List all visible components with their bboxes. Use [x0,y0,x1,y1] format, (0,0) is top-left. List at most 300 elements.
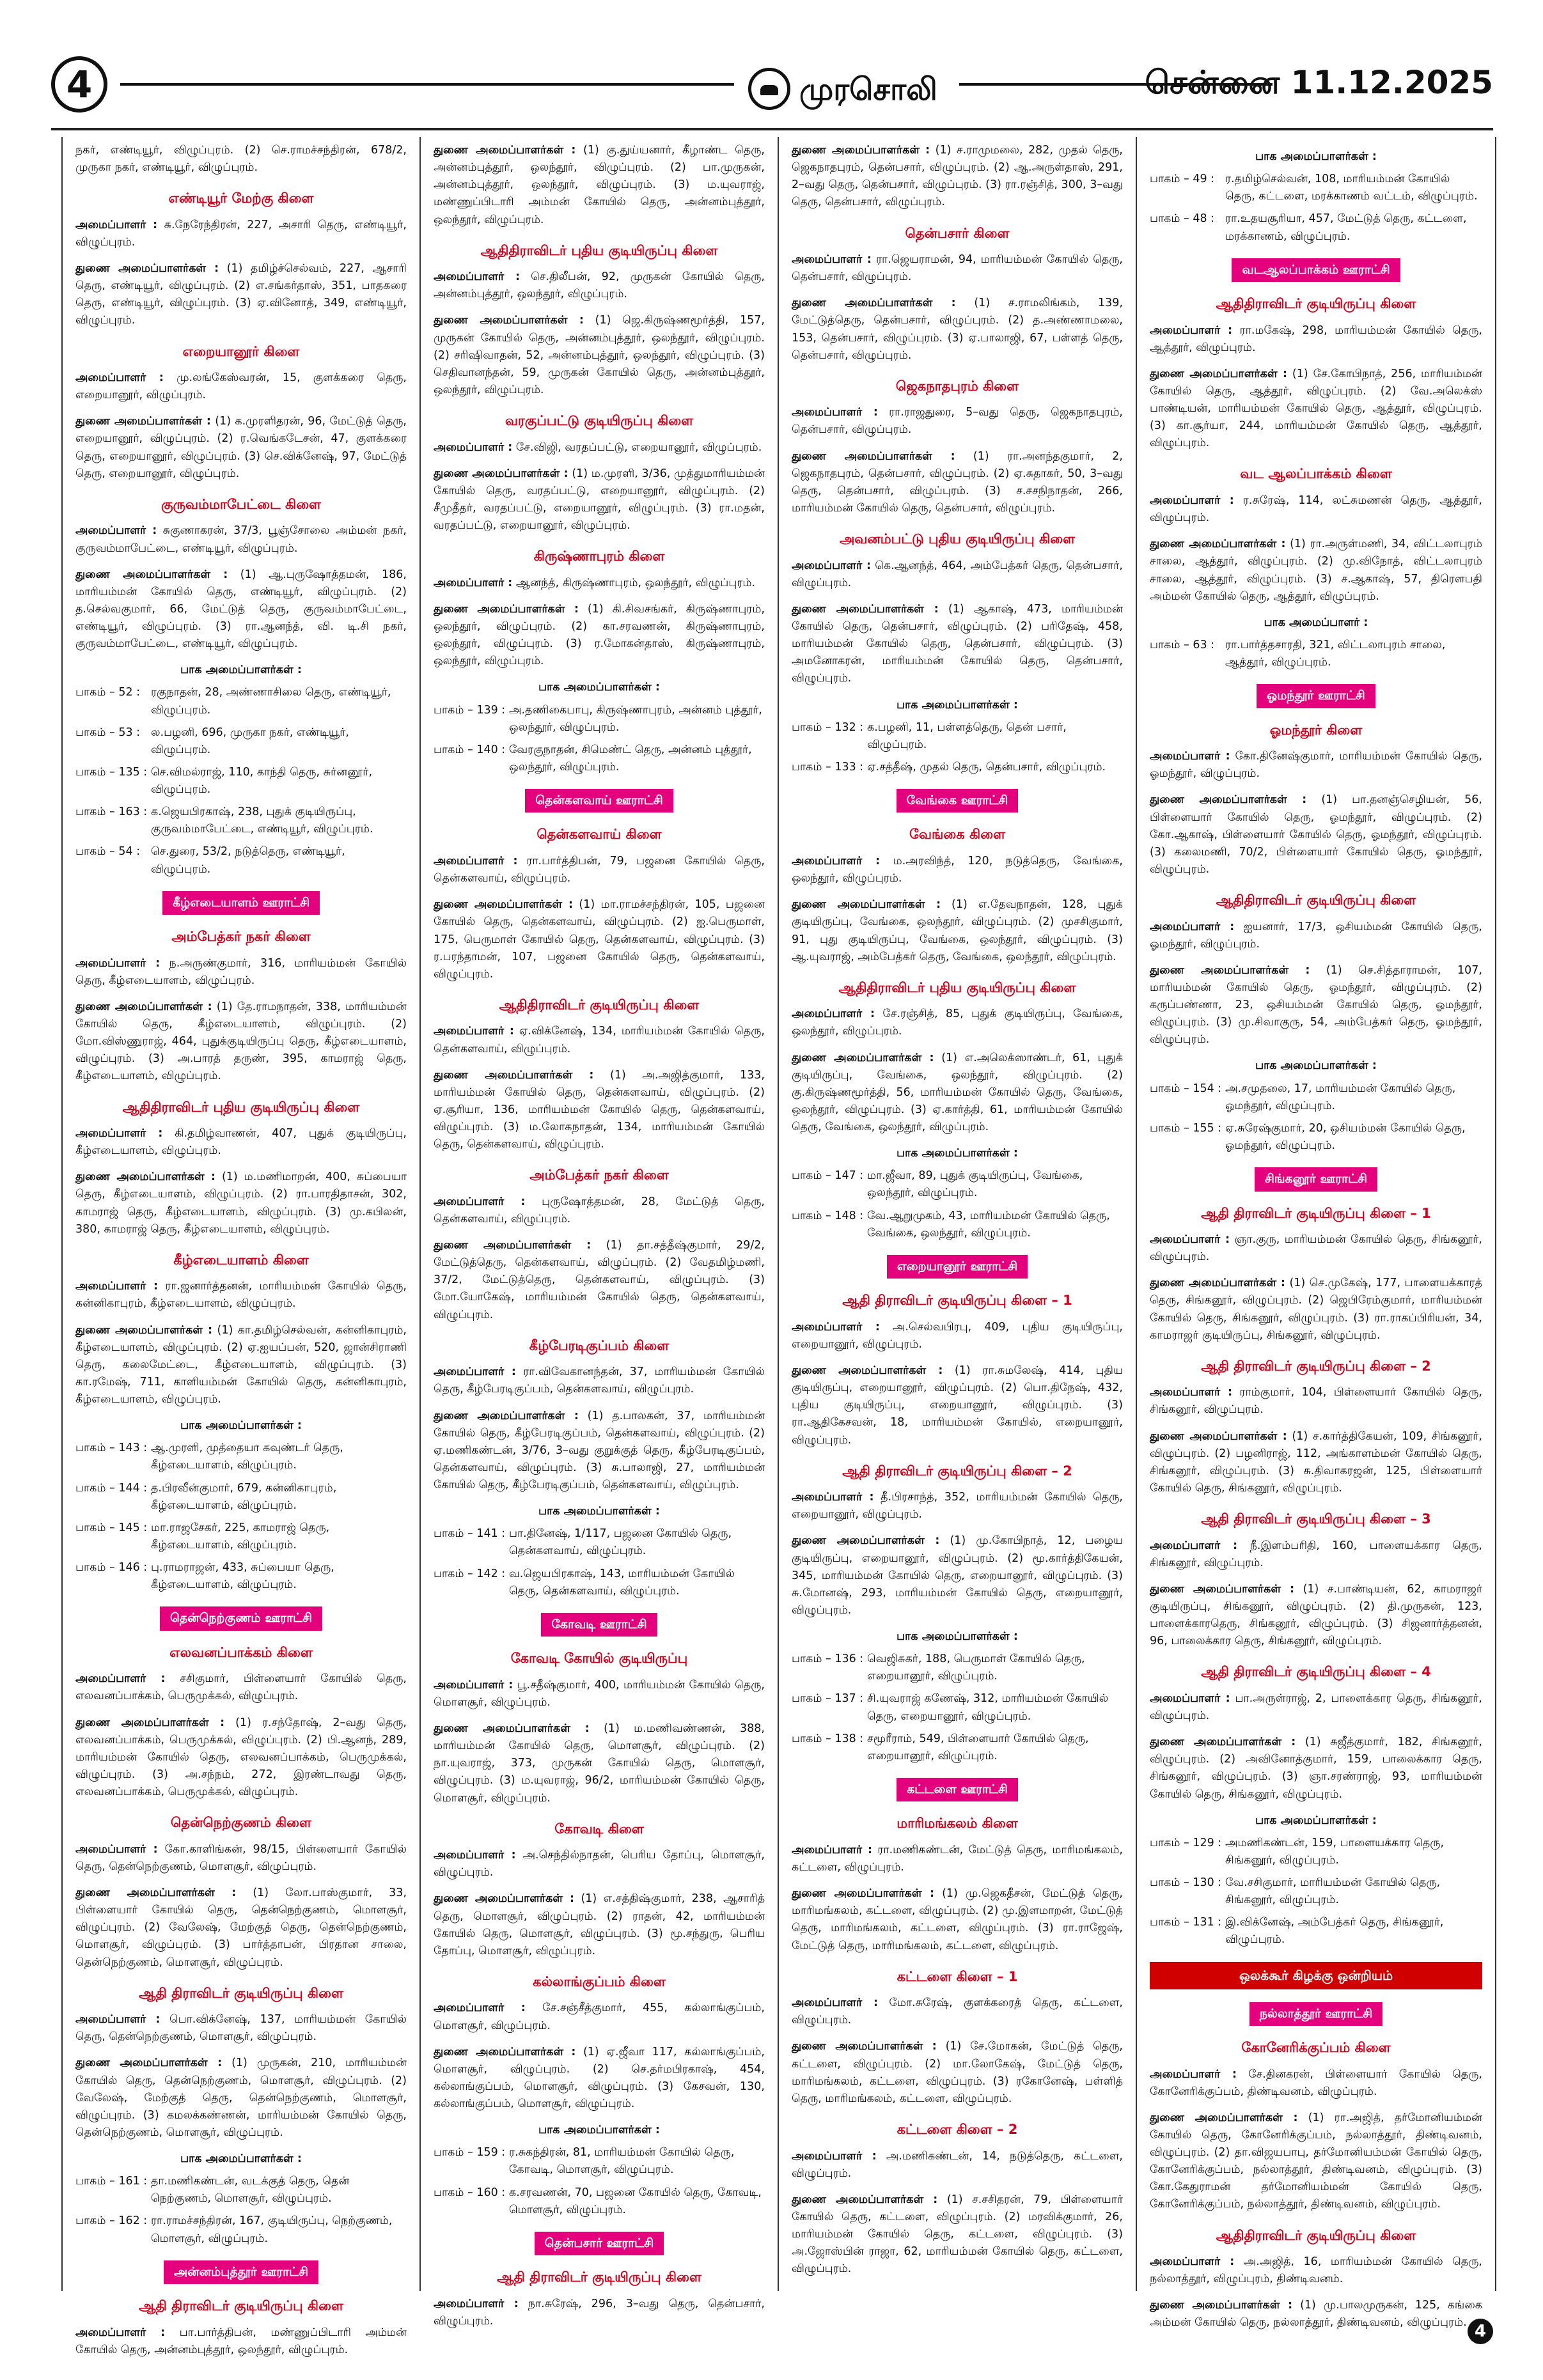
booth-number: பாகம் – 141 : [434,1527,506,1541]
branch-heading [1150,1203,1482,1224]
panchayat-heading-text: வேங்கை ஊராட்சி [897,789,1019,813]
booth-entry [75,764,407,798]
booth-organizer: அ.சமுதலை, 17, மாரியம்மன் கோயில் தெரு, ஓமந்தூர், விழுப்புரம். [1225,1082,1456,1112]
booth-organizer: ரா.பார்த்தசாரதி, 321, விட்டலாபுரம் சாலை, ஆத்தூர், விழுப்புரம். [1225,638,1446,669]
booth-number: பாகம் – 145 : [75,1521,148,1534]
branch-heading-text: கிருஷ்ணாபுரம் கிளை [533,548,665,564]
branch-heading [792,529,1123,550]
organizer-details: (1) ச.சசிதரன், 79, பிள்ளையார் கோயில் தெரு, கட்டளை, விழுப்புரம். (2) மரவிக்குமார், 26, மாரியம்மன் கோயில் தெரு, கட்டளை, விழுப்புரம். (3) அ.ஜோஸ்பின் ராஜா, 62, மாரியம்மன் கோயில் தெரு, கட்டளை, விழுப்புரம். [792,2193,1123,2276]
page-number-badge: 4 [51,56,107,113]
role-label: துணை அமைப்பாளர்கள் : [1150,2111,1298,2124]
organizer-details: (1) பா.தனஞ்செழியன், 56, பிள்ளையார் கோயில் தெரு, ஓமந்தூர், விழுப்புரம். (2) கோ.ஆகாஷ், பிள்ளையார் கோயில் தெரு, ஓமந்தூர், விழுப்புரம். (3) கலைமணி, 70/2, பிள்ளையார் கோயில் தெரு, ஓமந்தூர், விழுப்புரம். [1150,793,1482,876]
role-label: துணை அமைப்பாளர்கள் : [434,2045,576,2058]
booth-organizer: ர.தமிழ்செல்வன், 108, மாரியம்மன் கோயில் தெரு, கட்டளை, மரக்காணம் வட்டம், விழுப்புரம். [1225,173,1478,203]
organizer-details: (1) செ.முகேஷ், 177, பாளையக்காரத் தெரு, சிங்கனூர், விழுப்புரம். (2) ஜெபிரேம்குமார், மாரியம்மன் கோயில் தெரு, சிங்கனூர், விழுப்புரம். (3) ரா.ராகப்பிரியன், 34, காமராஜர் குடியிருப்பு, சிங்கனூர், விழுப்புரம். [1150,1277,1482,1342]
role-label: துணை அமைப்பாளர்கள் : [75,1171,216,1184]
organizer-details: ரா.ஜெயராமன், 94, மாரியம்மன் கோயில் தெரு, தென்பசார், விழுப்புரம். [792,253,1123,284]
panchayat-heading [1150,258,1482,282]
organizer-details: (1) தமிழ்ச்செல்வம், 227, ஆசாரி தெரு, எண்டியூர், விழுப்புரம். (2) எ.சங்கர்தாஸ், 351, பாதகரை தெரு, எண்டியூர், விழுப்புரம். (3) ஏ.வினோத், 349, எண்டியூர், விழுப்புரம். [75,262,407,327]
organizer-entry [75,2055,407,2142]
newspaper-logo-icon [748,68,790,110]
booth-number: பாகம் – 159 : [434,2146,506,2159]
role-label: துணை அமைப்பாளர்கள் : [792,898,941,912]
booth-organizers-heading: பாக அமைப்பாளர்கள் : [538,681,660,694]
branch-heading [75,1812,407,1833]
organizer-entry [1150,2253,1482,2288]
branch-heading [1150,1509,1482,1530]
role-label: அமைப்பாளர் : [434,576,513,589]
organizer-entry [1150,1690,1482,1725]
role-label: துணை அமைப்பாளர்கள் : [75,415,211,428]
panchayat-heading-text: தென்பசார் ஊராட்சி [535,2232,664,2255]
role-label: அமைப்பாளர் : [434,1025,514,1038]
booth-number: பாகம் – 53 : [75,726,141,739]
role-label: அமைப்பாளர் : [434,2297,519,2310]
role-label: அமைப்பாளர் : [75,1127,163,1140]
booth-entry [1150,1835,1482,1869]
branch-heading [434,1335,765,1357]
role-label: துணை அமைப்பாளர்கள் : [1150,793,1307,807]
branch-heading-text: அவனம்பட்டு புதிய குடியிருப்பு கிளை [839,531,1076,547]
organizer-entry [75,1715,407,1801]
organizer-entry [1150,322,1482,357]
organizer-details: சே.ரஞ்சித், 85, புதுக் குடியிருப்பு, வேங்கை, ஒலந்தூர், விழுப்புரம். [792,1007,1123,1038]
brand [748,64,953,115]
organizer-entry [434,2044,765,2113]
branch-heading-text: ஓமந்தூர் கிளை [1269,722,1363,738]
role-label: துணை அமைப்பாளர்கள் : [792,1534,940,1548]
organizer-details: மு.லங்கேஸ்வரன், 15, குளக்கரை தெரு, எறையானூர், விழுப்புரம். [75,371,407,402]
role-label: துணை அமைப்பாளர்கள் : [792,2193,938,2206]
branch-heading-text: ஆதிதிராவிடர் குடியிருப்பு கிளை [1216,892,1416,908]
organizer-details: மோ.சுரேஷ், குளக்கரைத் தெரு, கட்டளை, விழுப்புரம். [792,1996,1123,2027]
organizer-entry [792,1995,1123,2029]
branch-heading [792,223,1123,244]
role-label: துணை அமைப்பாளர்கள் : [1150,1429,1287,1443]
branch-heading-text: ஆதி திராவிடர் குடியிருப்பு கிளை [139,2298,343,2314]
branch-heading [792,1813,1123,1834]
panchayat-heading-text: கோவடி ஊராட்சி [541,1613,657,1637]
brand-name: முரசொலி [799,72,937,107]
branch-heading-text: ஆதி திராவிடர் குடியிருப்பு கிளை – 2 [842,1463,1072,1479]
organizer-entry [1150,919,1482,953]
panchayat-heading-text: சிங்கனூர் ஊராட்சி [1255,1167,1377,1191]
role-label: துணை அமைப்பாளர்கள் : [434,1239,591,1252]
booth-organizer: பா.தினேஷ், 1/117, பஜனை கோயில் தெரு, தென்களவாய், விழுப்புரம். [509,1527,732,1558]
organizer-details: ரா.மகேஷ், 298, மாரியம்மன் கோயில் தெரு, ஆத்தூர், விழுப்புரம். [1150,323,1482,354]
branch-heading [434,1972,765,1993]
role-label: துணை அமைப்பாளர்கள் : [1150,2299,1293,2312]
booth-entry [75,843,407,878]
booth-number: பாகம் – 54 : [75,845,141,859]
organizer-details: ஐயனார், 17/3, ஒசியம்மன் கோயில் தெரு, ஓமந்தூர், விழுப்புரம். [1150,920,1482,951]
branch-heading-text: ஆதிதிராவிடர் குடியிருப்பு கிளை [499,997,700,1013]
organizer-entry [792,1842,1123,1876]
panchayat-heading [434,789,765,813]
organizer-entry [1150,2066,1482,2101]
booth-entry [792,1208,1123,1242]
booth-entry [1150,637,1482,671]
role-label: அமைப்பாளர் : [434,1678,513,1692]
panchayat-heading [792,789,1123,813]
organizer-details: (1) சே.மோகன், மேட்டுத் தெரு, கட்டளை, விழுப்புரம். (2) மா.லோகேஷ், மேட்டுத் தெரு, மாரிமங்கலம், கட்டளை, விழுப்புரம். (3) ரகோனேஷ், பள்ளித் தெரு, மாரிமங்கலம், கட்டளை, விழுப்புரம். [792,2040,1123,2105]
organizer-entry [792,1489,1123,1523]
booth-number: பாகம் – 154 : [1150,1082,1222,1095]
organizer-details: ரா.விவேகானந்தன், 37, மாரியம்மன் கோயில் தெரு, கீழ்பேரடிகுப்பம், தென்களவாய், விழுப்புரம். [434,1365,765,1396]
organizer-entry [792,295,1123,364]
organizer-details: (1) ச.கார்த்திகேயன், 109, சிங்கனூர், விழுப்புரம். (2) பழனிராஜ், 112, அங்காளம்மன் கோயில் தெரு, சிங்கனூர், விழுப்புரம். (3) சு.திவாகரஜன், 125, பிள்ளையார் கோயில் தெரு, சிங்கனூர், விழுப்புரம். [1150,1429,1482,1495]
booth-entry [75,2213,407,2247]
booth-organizer: ஏ.சத்தீஷ், முதல் தெரு, தென்பசார், விழுப்புரம். [867,760,1106,774]
organizer-details: (1) மு.பாலமுருகன், 125, கங்கை அம்மன் கோயில் தெரு, நல்லாத்தூர், திண்டிவனம், விழுப்புரம். [1150,2299,1482,2329]
role-label: துணை அமைப்பாளர்கள் : [1150,1736,1296,1749]
branch-heading-text: தென்களவாய் கிளை [537,827,662,843]
panchayat-heading [792,1778,1123,1801]
organizer-entry [434,1067,765,1154]
booth-number: பாகம் – 137 : [792,1692,864,1706]
booth-number: பாகம் – 160 : [434,2186,506,2199]
booth-entry [792,719,1123,754]
role-label: அமைப்பாளர் : [434,1849,516,1862]
booth-organizer: ரா.உதயசூரியா, 457, மேட்டுத் தெரு, கட்டளை, மரக்காணம், விழுப்புரம். [1225,212,1467,243]
booth-organizer: மா.ராஜசேகர், 225, காமராஜ் தெரு, கீழ்எடையாளம், விழுப்புரம். [151,1521,330,1552]
organizer-entry [434,465,765,535]
organizer-details: நா.சுரேஷ், 296, 3–வது தெரு, தென்பசார், விழுப்புரம். [434,2297,765,2328]
panchayat-heading-text: கீழ்எடையாளம் ஊராட்சி [162,891,320,915]
booth-entry [75,684,407,719]
booth-entry [1150,171,1482,205]
booth-number: பாகம் – 161 : [75,2175,148,2188]
organizer-details: அ.அஜித், 16, மாரியம்மன் கோயில் தெரு, நல்லாத்தூர், விழுப்புரம், திண்டிவனம். [1150,2255,1482,2286]
organizer-entry [792,853,1123,887]
booth-number: பாகம் – 147 : [792,1169,864,1183]
booth-entry [434,2144,765,2179]
role-label: அமைப்பாளர் : [1150,920,1235,933]
booth-entry [434,1566,765,1600]
organizer-entry [75,999,407,1085]
booth-organizer: க.ஜெயபிரகாஷ், 238, புதுக் குடியிருப்பு, குருவம்மாபேட்டை, எண்டியூர், விழுப்புரம். [151,805,373,836]
branch-heading [1150,720,1482,741]
organizer-entry [434,439,765,456]
booth-organizers-heading: பாக அமைப்பாளர்கள் : [538,2124,660,2137]
booth-organizer: க.சரவணன், 70, பஜனை கோயில் தெரு, கோவடி, மொளசூர், விழுப்புரம். [509,2186,762,2216]
booth-entry [792,1690,1123,1725]
branch-heading-text: கீழ்எடையாளம் கிளை [173,1252,309,1268]
panchayat-heading [75,1606,407,1630]
branch-heading-text: ஆதி திராவிடர் குடியிருப்பு கிளை [497,2269,701,2285]
role-label: துணை அமைப்பாளர்கள் : [434,1892,575,1906]
organizer-entry [434,1847,765,1881]
organizer-details: (1) மு.கோபிநாத், 12, பழைய குடியிருப்பு, எறையானூர், விழுப்புரம். (2) மூ.கார்த்திகேயன், 345, மாரியம்மன் கோயில் தெரு, எறையானூர், விழுப்புரம். (3) சு.மோனஷ், 293, மாரியம்மன் கோயில் தெரு, எறையானூர், விழுப்புரம். [792,1534,1123,1617]
organizer-entry [792,601,1123,688]
organizer-entry [1150,2297,1482,2331]
booth-organizers-heading: பாக அமைப்பாளர்கள் : [1255,1059,1377,1073]
booth-entry [792,759,1123,776]
branch-heading-text: எலவனப்பாக்கம் கிளை [169,1644,313,1660]
organizer-entry [434,575,765,592]
role-label: அமைப்பாளர் : [792,253,872,267]
booth-organizer: ரா.ராமச்சந்திரன், 167, குடியிருப்பு, நெற்குணம், மொளசூர், விழுப்புரம். [151,2214,393,2245]
organizer-details: (1) ச.ராமலிங்கம், 139, மேட்டுத்தெரு, தென்பசார், விழுப்புரம். (2) த.அண்ணாமலை, 153, தென்பசார், விழுப்புரம். (3) ஏ.பாலாஜி, 67, பள்ளத் தெரு, தென்பசார், விழுப்புரம். [792,297,1124,362]
branch-heading [1150,463,1482,485]
role-label: அமைப்பாளர் : [792,2149,877,2163]
organizer-entry [792,1006,1123,1040]
organizer-entry [1150,1428,1482,1498]
organizer-details: (1) கா.தமிழ்செல்வன், கன்னிகாபுரம், கீழ்எடையாளம், விழுப்புரம். (2) ஏ.ஐயப்பன், 520, ஜான்சிராணி தெரு, கலைமேட்டை, கீழ்எடையாளம், விழுப்புரம். (3) கா.ரமேஷ், 711, காளியம்மன் கோயில் தெரு, கன்னிகாபுரம், கீழ்எடையாளம், விழுப்புரம். [75,1323,407,1406]
organizer-details: (1) ரா.சுமலேஷ், 414, புதிய குடியிருப்பு, எறையானூர், விழுப்புரம். (2) பொ.திநேஷ், 432, புதிய குடியிருப்பு, எறையானூர், விழுப்புரம். (3) ரா.ஆதிகேசவன், 18, மாரியம்மன் கோயில், எறையானூர், விழுப்புரம். [792,1364,1123,1447]
organizer-entry [792,404,1123,439]
branch-heading-text: ஆதிதிராவிடர் புதிய குடியிருப்பு கிளை [122,1099,360,1115]
organizer-details: (1) எ.தேவநாதன், 128, புதுக் குடியிருப்பு, வேங்கை, ஒலந்தூர், விழுப்புரம். (2) முசசிகுமார், 91, புது குடியிருப்பு, வேங்கை, ஒலந்தூர், விழுப்புரம். (3) ஆ.யுவராஜ், அம்பேத்கர் தெரு, வேங்கை, ஒலந்தூர், விழுப்புரம். [792,898,1123,963]
organizer-details: (1) முருகன், 210, மாரியம்மன் கோயில் தெரு, தென்நெற்குணம், மொளசூர், விழுப்புரம். (2) வேலேஷ், மேற்குத் தெரு, தென்நெற்குணம், மொளசூர், விழுப்புரம். (3) கமலக்கண்ணன், மாரியம்மன் கோயில் தெரு, தென்நெற்குணம், மொளசூர், விழுப்புரம். [75,2057,407,2139]
organizer-entry [792,2191,1123,2278]
booth-organizer: சி.யுவராஜ் கணேஷ், 312, மாரியம்மன் கோயில் தெரு, எறையானூர், விழுப்புரம். [867,1692,1109,1723]
branch-heading-text: ஆதி திராவிடர் குடியிருப்பு கிளை – 2 [1201,1358,1431,1374]
role-label: அமைப்பாளர் : [1150,1386,1233,1399]
role-label: துணை அமைப்பாளர்கள் : [792,2040,937,2053]
organizer-details: (1) ரா.அருள்மணி, 34, விட்டலாபுரம் சாலை, ஆத்தூர், விழுப்புரம். (2) மு.விநோத், விட்டலாபுரம் சாலை, ஆத்தூர், விழுப்புரம். (3) ச.ஆகாஷ், 57, திரௌபதி அம்மன் கோயில் தெரு, ஆத்தூர், விழுப்புரம். [1150,538,1482,603]
branch-heading-text: கட்டளை கிளை – 2 [897,2121,1018,2137]
organizer-entry [75,1841,407,1876]
branch-heading-text: அம்பேத்கர் நகர் கிளை [529,1167,669,1183]
panchayat-heading-text: ஓமந்தூர் ஊராட்சி [1257,684,1375,708]
organizer-entry [434,1677,765,1711]
branch-heading-text: அம்பேத்கர் நகர் கிளை [171,929,311,945]
booth-organizer: செ.துரை, 53/2, நடுத்தெரு, எண்டியூர், விழுப்புரம். [151,845,345,876]
panchayat-heading [1150,2002,1482,2026]
role-label: அமைப்பாளர் : [792,1320,880,1334]
branch-heading-text: எறையானூர் கிளை [182,343,300,359]
masthead [51,51,1493,130]
branch-heading [75,1097,407,1118]
organizer-details: (1) தே.ராமநாதன், 338, மாரியம்மன் கோயில் தெரு, கீழ்எடையாளம், விழுப்புரம். (2) மோ.விஸ்ணுராஜ், 464, புதுக்குடியிருப்பு தெரு, கீழ்எடையாளம், விழுப்புரம். (3) அ.பாரத் தருண், 395, காமராஜ் தெரு, கீழ்எடையாளம், விழுப்புரம். [75,1000,407,1083]
organizer-entry [434,312,765,399]
organizer-entry [434,1364,765,1398]
panchayat-heading [75,891,407,915]
panchayat-heading [1150,1167,1482,1191]
organizer-entry [792,1885,1123,1955]
booth-number: பாகம் – 139 : [434,703,506,717]
booth-entry [75,804,407,838]
organizer-details: நீ.இளம்பரிதி, 160, பாளையக்கார தெரு, சிங்கனூர், விழுப்புரம். [1150,1539,1482,1569]
organizer-details: சே.தினகரன், பிள்ளையார் கோயில் தெரு, கோனேரிக்குப்பம், திண்டிவனம், விழுப்புரம். [1150,2067,1482,2098]
booth-organizer: ஏ.சுரேஷ்குமார், 20, ஒசியம்மன் கோயில் தெரு, ஓமந்தூர், விழுப்புரம். [1225,1121,1466,1152]
booth-entry [1150,1874,1482,1909]
organizer-details: (1) ஆ.புருஷோத்தமன், 186, மாரியம்மன் கோயில் தெரு, எண்டியூர், விழுப்புரம். (2) த.செல்வகுமார், 66, மேட்டுத் தெரு, குருவம்மாபேட்டை, எண்டியூர், விழுப்புரம். (3) ரா.ஆனந்த், வி. டி.சி நகர், குருவம்மாபேட்டை, எண்டியூர், விழுப்புரம். [75,568,407,651]
role-label: அமைப்பாளர் : [1150,494,1234,508]
organizer-entry [792,896,1123,966]
booth-number: பாகம் – 136 : [792,1653,864,1666]
booth-organizer: ர.சுகந்திரன், 81, மாரியம்மன் கோயில் தெரு, கோவடி, மொளசூர், விழுப்புரம். [509,2146,735,2177]
booth-organizer: ரகுநாதன், 28, அண்ணாசிலை தெரு, எண்டியூர், விழுப்புரம். [151,686,391,717]
organizer-details: பொ.விக்னேஷ், 137, மாரியம்மன் கோயில் தெரு, தென்நெற்குணம், மொளசூர், விழுப்புரம். [75,2013,407,2044]
role-label: அமைப்பாளர் : [1150,1539,1238,1552]
role-label: துணை அமைப்பாளர்கள் : [434,144,576,157]
booth-number: பாகம் – 155 : [1150,1121,1222,1135]
branch-heading-text: கோவடி கிளை [554,1821,644,1837]
organizer-entry [1150,962,1482,1049]
dateline: சென்னை 11.12.2025 [1145,64,1493,101]
booth-organizer: வெஜிசுகர், 188, பெருமாள் கோயில் தெரு, எறையானூர், விழுப்புரம். [867,1653,1085,1683]
role-label: துணை அமைப்பாளர்கள் : [1150,367,1288,380]
branch-heading [434,1819,765,1840]
organizer-details: (1) ர.சந்தோஷ், 2–வது தெரு, எலவனப்பாக்கம், பெருமுக்கல், விழுப்புரம். (2) பி.ஆனந், 289, மாரியம்மன் கோயில் தெரு, எலவனப்பாக்கம், பெருமுக்கல், விழுப்புரம். (3) அ.சந்நம், 272, இரண்டாவது தெரு, எலவனப்பாக்கம், பெருமுக்கல், விழுப்புரம். [75,1716,407,1799]
role-label: துணை அமைப்பாளர்கள் : [792,449,955,463]
organizer-entry [792,2038,1123,2108]
role-label: துணை அமைப்பாளர்கள் : [792,144,930,157]
organizer-details: (1) ச.பாண்டியன், 62, காமராஜர் குடியிருப்பு, சிங்கனூர், விழுப்புரம். (2) தி.முருகன், 123, பாளைக்காரதெரு, சிங்கனூர், விழுப்புரம். (3) சிஜனார்த்தனன், 96, பாலைக்கார தெரு, சிங்கனூர், விழுப்புரம். [1150,1582,1482,1648]
organizer-details: ரா.ராஜதுரை, 5–வது தெரு, ஜெகநாதபுரம், தென்பசார், விழுப்புரம். [792,406,1123,437]
organizer-entry [434,2000,765,2034]
organizer-entry [75,955,407,990]
booth-organizer: வே.ஆறுமுகம், 43, மாரியம்மன் கோயில் தெரு, வேங்கை, ஒலந்தூர், விழுப்புரம். [867,1209,1110,1240]
organizer-entry [75,2011,407,2046]
booth-number: பாகம் – 63 : [1150,638,1215,651]
organizer-details: (1) ஜெ.கிருஷ்ணமூர்த்தி, 157, முருகன் கோயில் தெரு, அன்னம்புத்தூர், ஒலந்தூர், விழுப்புரம். (2) சரிஷிவாதன், 52, அன்னம்புத்தூர், ஒலந்தூர், விழுப்புரம். (3) செதிவானந்தன், 59, முருகன் கோயில் தெரு, அன்னம்புத்தூர், ஒலந்தூர், விழுப்புரம். [434,314,765,396]
column-3 [779,137,1137,2291]
branch-heading-text: ஆதி திராவிடர் குடியிருப்பு கிளை – 3 [1201,1511,1431,1527]
role-label: துணை அமைப்பாளர்கள் : [792,297,956,310]
booth-organizer: மா.ஜீவா, 89, புதுக் குடியிருப்பு, வேங்கை, ஒலந்தூர், விழுப்புரம். [867,1169,1083,1200]
role-label: துணை அமைப்பாளர்கள் : [434,602,579,616]
booth-number: பாகம் – 48 : [1150,212,1215,226]
branch-heading-text: மாரிமங்கலம் கிளை [897,1816,1018,1832]
booth-number: பாகம் – 132 : [792,720,864,734]
branch-heading [75,494,407,515]
booth-entry [1150,1120,1482,1155]
role-label: துணை அமைப்பாளர்கள் : [75,1000,212,1013]
branch-heading [434,1165,765,1186]
booth-entry [434,742,765,776]
panchayat-heading-text: அன்னம்புத்தூர் ஊராட்சி [164,2260,318,2284]
role-label: துணை அமைப்பாளர்கள் : [75,568,228,581]
booth-organizers-heading: பாக அமைப்பாளர்கள் : [897,1147,1018,1160]
organizer-details: ம.அரவிந்த், 120, நடுத்தெரு, வேங்கை, ஒலந்தூர், விழுப்புரம். [792,855,1123,885]
booth-entry [792,1651,1123,1685]
organizer-details: (1) மா.ராமச்சந்திரன், 105, பஜனை கோயில் தெரு, தென்களவாய், விழுப்புரம். (2) ஐ.பெருமாள், 175, பெருமாள் கோயில் தெரு, தென்களவாய், விழுப்புரம். (3) ர.பரந்தாமன், 107, பஜனை கோயில் தெரு, தென்களவாய், விழுப்புரம். [434,898,765,981]
organizer-details: புருஷோத்தமன், 28, மேட்டுத் தெரு, தென்களவாய், விழுப்புரம். [434,1195,765,1225]
branch-heading-text: ஆதி திராவிடர் குடியிருப்பு கிளை – 1 [842,1293,1072,1309]
role-label: அமைப்பாளர் : [434,855,518,867]
organizer-details: தீ.பிரசாந்த், 352, மாரியம்மன் கோயில் தெரு, எறையானூர், விழுப்புரம். [792,1491,1123,1521]
panchayat-heading-text: வடஆலப்பாக்கம் ஊராட்சி [1232,258,1400,282]
booth-entry [434,702,765,736]
role-label: அமைப்பாளர் : [792,855,881,867]
role-label: அமைப்பாளர் : [434,270,520,284]
organizer-details: ஏ.விக்னேஷ், 134, மாரியம்மன் கோயில் தெரு, தென்களவாய், விழுப்புரம். [434,1025,765,1055]
organizer-details: ரா.மணிகண்டன், மேட்டுத் தெரு, மாரிமங்கலம், கட்டளை, விழுப்புரம். [792,1843,1123,1874]
booth-number: பாகம் – 144 : [75,1481,148,1495]
booth-entry [792,1167,1123,1202]
organizer-details: (1) சே.கோபிநாத், 256, மாரியம்மன் கோயில் தெரு, ஆத்தூர், விழுப்புரம். (2) வே.அலெக்ஸ் பாண்டியன், மாரியம்மன் கோயில் தெரு, ஆத்தூர், விழுப்புரம். (3) கா.சூர்யா, 244, மாரியம்மன் கோயில் தெரு, ஆத்தூர், விழுப்புரம். [1150,367,1482,450]
organizer-entry [75,1169,407,1238]
branch-heading-text: கல்லாங்குப்பம் கிளை [533,1973,666,1989]
panchayat-heading-text: எறையானூர் ஊராட்சி [887,1255,1028,1279]
booth-number: பாகம் – 162 : [75,2214,148,2228]
booth-entry [434,1525,765,1560]
organizer-details: (1) ஏ.ஜீவா 117, கல்லாங்குப்பம், மொளசூர், விழுப்புரம். (2) செ.தர்மபிரகாஷ், 454, கல்லாங்குப்பம், மொளசூர், விழுப்புரம். (3) கேசவன், 130, கல்லாங்குப்பம், மொளசூர், விழுப்புரம். [434,2045,765,2111]
role-label: அமைப்பாளர் : [75,1280,159,1293]
role-label: துணை அமைப்பாளர்கள் : [792,1051,934,1064]
role-label: துணை அமைப்பாளர்கள் : [1150,1277,1286,1290]
booth-organizer: இ.விக்னேஷ், அம்பேத்கர் தெரு, சிங்கனூர், விழுப்புரம். [1225,1916,1444,1947]
branch-heading [1150,1356,1482,1377]
branch-heading-text: கட்டளை கிளை – 1 [897,1968,1018,1984]
booth-entry [75,1520,407,1554]
booth-organizer: ல.பழனி, 696, முருகா நகர், எண்டியூர், விழுப்புரம். [151,726,349,756]
panchayat-heading-text: தென்நெற்குணம் ஊராட்சி [160,1606,322,1630]
branch-heading-text: தென்பசார் கிளை [905,225,1010,241]
booth-organizer: சமூரீராம், 549, பிள்ளையார் கோயில் தெரு, எறையானூர், விழுப்புரம். [867,1732,1089,1762]
booth-organizer: க.பழனி, 11, பள்ளத்தெரு, தென் பசார், விழுப்புரம். [867,720,1067,751]
organizer-details: (1) க.முரளிதரன், 96, மேட்டுத் தெரு, எறையானூர், விழுப்புரம். (2) ர.வெங்கடேசன், 47, குளக்கரை தெரு, எறையானூர், விழுப்புரம். (3) செ.விக்னேஷ், 97, மேட்டுத் தெரு, எறையானூர், விழுப்புரம். [75,415,407,480]
footer-page-number: 4 [1468,2319,1493,2344]
booth-number: பாகம் – 140 : [434,743,506,756]
organizer-details: (1) ஆகாஷ், 473, மாரியம்மன் கோயில் தெரு, தென்பசார், விழுப்புரம். (2) பரிதேஷ், 458, மாரியம்மன் கோயில் தெரு, தென்பசார், விழுப்புரம். (3) அமனோகரன், மாரியம்மன் கோயில் தெரு, தென்பசார், விழுப்புரம். [792,602,1123,685]
organizer-entry [75,369,407,404]
branch-heading-text: வேங்கை கிளை [909,827,1006,843]
role-label: துணை அமைப்பாளர்கள் : [434,1068,594,1082]
booth-number: பாகம் – 130 : [1150,1876,1222,1890]
booth-number: பாகம் – 143 : [75,1442,148,1455]
organizer-entry [434,1720,765,1807]
branch-heading-text: வட ஆலப்பாக்கம் கிளை [1240,466,1392,482]
organizer-entry [75,1125,407,1160]
branch-heading [434,410,765,432]
organizer-entry [1150,791,1482,878]
organizer-entry [434,853,765,887]
booth-number: பாகம் – 129 : [1150,1836,1222,1849]
role-label: துணை அமைப்பாளர்கள் : [434,1722,590,1735]
role-label: அமைப்பாளர் : [75,2326,166,2339]
panchayat-heading [792,1255,1123,1279]
booth-number: பாகம் – 138 : [792,1732,864,1745]
panchayat-heading [434,1613,765,1637]
organizer-details: (1) லோ.பாஸ்குமார், 33, பிள்ளையார் கோயில் தெரு, தென்நெற்குணம், மொளசூர், விழுப்புரம். (2) வேலேஷ், மேற்குத் தெரு, தென்நெற்குணம், மொளசூர், விழுப்புரம். (3) பார்த்தாபன், பிரதான சாலை, தென்நெற்குணம், மொளசூர், விழுப்புரம். [75,1886,407,1969]
organizer-entry [1150,2110,1482,2214]
organizer-entry [1150,1384,1482,1419]
organizer-entry [75,1885,407,1972]
branch-heading [1150,1661,1482,1683]
role-label: அமைப்பாளர் : [1150,323,1233,337]
booth-number: பாகம் – 52 : [75,686,141,699]
branch-heading-text: ஆதிதிராவிடர் குடியிருப்பு கிளை [1216,2227,1416,2243]
booth-number: பாகம் – 163 : [75,805,148,819]
role-label: துணை அமைப்பாளர்கள் : [792,602,939,616]
role-label: துணை அமைப்பாளர்கள் : [75,2057,223,2070]
column-2 [421,137,779,2328]
organizer-entry [1150,1537,1482,1572]
organizer-details: (1) செ.சித்தாராமன், 107, மாரியம்மன் கோயில் தெரு, ஓமந்தூர், விழுப்புரம். (2) கருப்பண்ணா, 23, ஒசியம்மன் கோயில் தெரு, ஓமந்தூர், விழுப்புரம். (3) மு.சிவாகுரு, 54, அம்பேத்கர் தெரு, ஓமந்தூர், விழுப்புரம். [1150,963,1482,1046]
organizer-details: (1) ரா.அஜித், தர்மோனியம்மன் கோயில் தெரு, கோனேரிக்குப்பம், நல்லாத்தூர், திண்டிவனம், விழுப்புரம். (2) தா.விஜயபாபு, தர்மோனியம்மன் கோயில் தெரு, கோனேரிக்குப்பம், நல்லாத்தூர், திண்டிவனம், விழுப்புரம். (3) கோ.கேதுராமன் தர்மோனியம்மன் கோயில் தெரு, கோனேரிக்குப்பம், நல்லாத்தூர், திண்டிவனம், விழுப்புரம். [1150,2111,1482,2211]
organizer-details: (1) தா.சத்தீஷ்குமார், 29/2, மேட்டுத்தெரு, தென்களவாய், விழுப்புரம். (2) வேதமிழ்மணி, 37/2, மேட்டுத்தெரு, தென்களவாய், விழுப்புரம். (3) மோ.யோகேஷ், மாரியம்மன் கோயில் தெரு, தென்களவாய், விழுப்புரம். [434,1239,765,1321]
organizer-details: (1) ம.முரளி, 3/36, முத்துமாரியம்மன் கோயில் தெரு, வரதப்பட்டு, எறையானூர், விழுப்புரம். (2) சீமுதீதர், வரதப்பட்டு, எறையானூர், விழுப்புரம். (3) ரா.மதன், வரதப்பட்டு, எறையானூர், விழுப்புரம். [434,467,765,533]
booth-organizer: அ.தணிகைபாபு, கிருஷ்ணாபுரம், அன்னம் புத்தூர், ஒலந்தூர், விழுப்புரம். [509,703,762,734]
organizer-entry [75,260,407,330]
branch-heading-text: கோனேரிக்குப்பம் கிளை [1241,2040,1391,2055]
masthead-rule-left [120,83,734,86]
branch-heading [434,1648,765,1669]
role-label: அமைப்பாளர் : [792,406,878,419]
organizer-entry [792,1319,1123,1353]
booth-entry [75,724,407,759]
branch-heading-text: ஆதிதிராவிடர் புதிய குடியிருப்பு கிளை [838,979,1076,995]
organizer-entry [75,1670,407,1705]
role-label: அமைப்பாளர் : [1150,2067,1237,2081]
branch-heading-text: ஆதிதிராவிடர் புதிய குடியிருப்பு கிளை [480,242,718,258]
organizer-details: சுகுணாகரன், 37/3, பூஞ்சோலை அம்மன் நகர், குருவம்மாபேட்டை, எண்டியூர், விழுப்புரம். [75,524,407,555]
organizer-entry [1150,1734,1482,1803]
